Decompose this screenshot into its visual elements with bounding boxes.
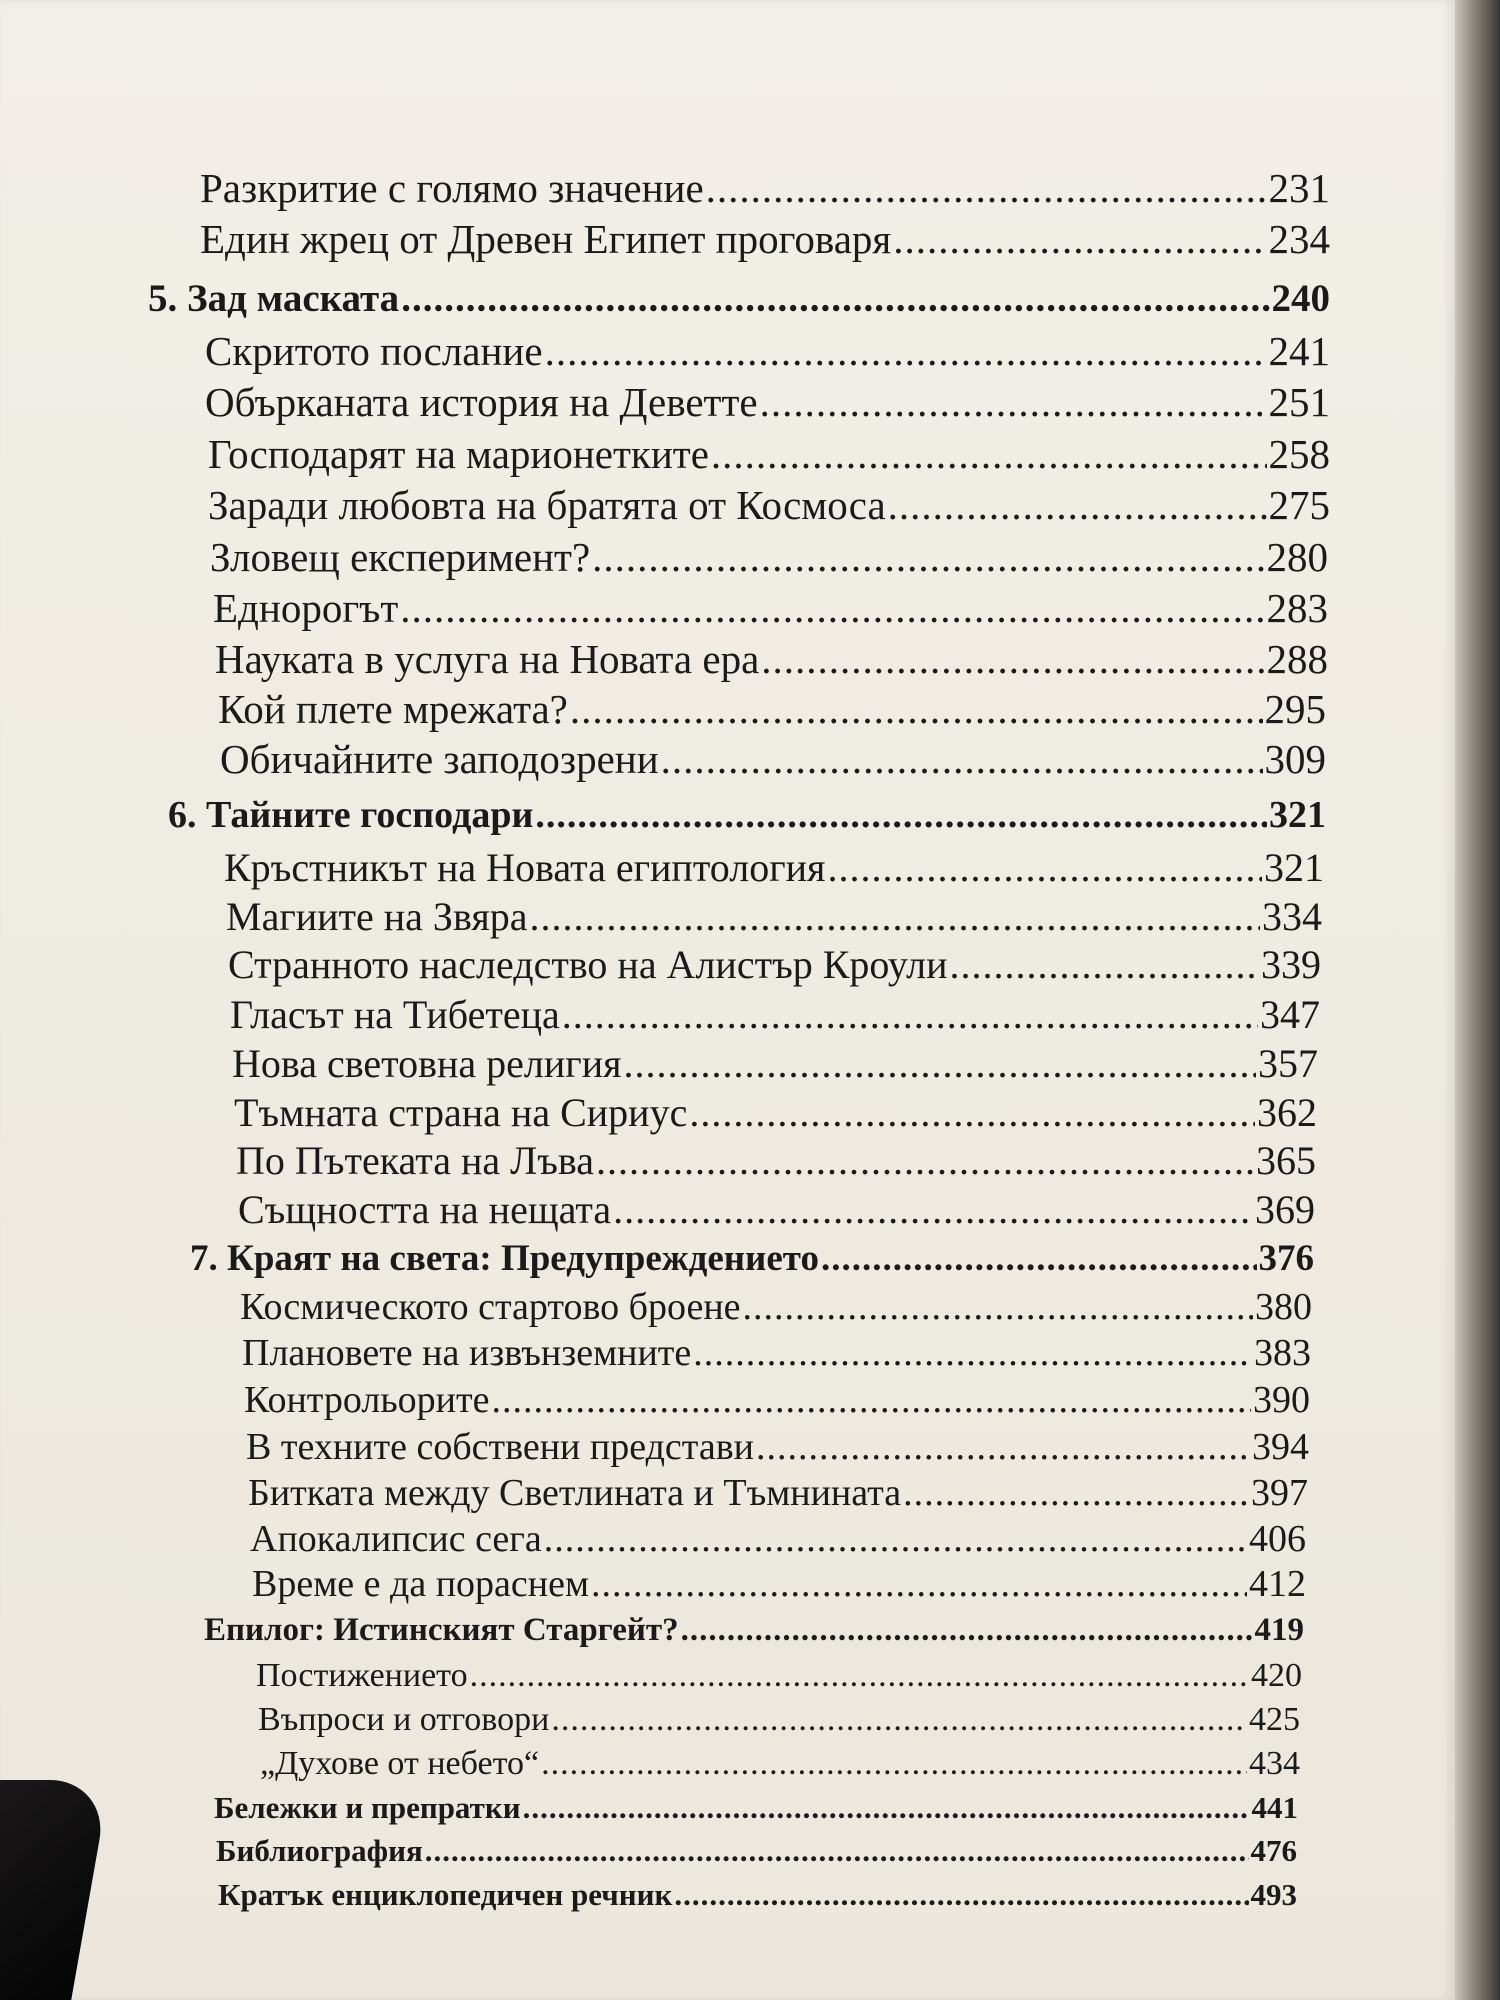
toc-entry-page: 420	[1251, 1657, 1302, 1694]
dot-leader	[827, 844, 1262, 891]
toc-entry-page: 380	[1255, 1286, 1312, 1328]
toc-entry-page: 334	[1262, 894, 1322, 939]
toc-chapter	[204, 1612, 1304, 1649]
toc-entry-page: 383	[1254, 1332, 1311, 1374]
toc-entry-title: Кръстникът на Новата египтология	[224, 845, 826, 890]
toc-entry-page: 376	[1258, 1238, 1314, 1279]
toc-entry-title: Гласът на Тибетеца	[230, 992, 560, 1037]
dot-leader	[400, 584, 1264, 632]
toc-chapter	[218, 1877, 1297, 1913]
toc-entry-page: 231	[1268, 165, 1330, 211]
toc-entry	[218, 685, 1326, 733]
dot-leader	[535, 793, 1267, 837]
toc-entry-title: Контрольорите	[244, 1379, 490, 1421]
toc-entry	[258, 1701, 1300, 1739]
toc-entry	[242, 1331, 1311, 1375]
toc-entry-title: Време е да пораснем	[252, 1563, 590, 1605]
toc-chapter	[168, 793, 1326, 837]
dot-leader	[706, 164, 1267, 212]
toc-entry-page: 365	[1256, 1138, 1316, 1183]
toc-entry-page: 412	[1249, 1563, 1306, 1605]
toc-entry-page: 441	[1251, 1790, 1298, 1825]
dot-leader	[693, 1331, 1252, 1375]
toc-entry-title: Скритото послание	[205, 328, 543, 374]
dot-leader	[591, 1562, 1247, 1606]
page-edge	[1455, 0, 1500, 2000]
toc-entry-page: 283	[1266, 585, 1328, 631]
toc-entry-page: 357	[1258, 1041, 1318, 1086]
toc-entry	[210, 533, 1328, 581]
toc-entry-title: Господарят на марионетките	[208, 431, 709, 477]
toc-entry-page: 258	[1268, 431, 1330, 477]
toc-entry-page: 493	[1250, 1877, 1297, 1912]
toc-entry	[244, 1378, 1310, 1422]
dot-leader	[893, 215, 1266, 263]
toc-entry-page: 288	[1266, 636, 1328, 682]
toc-entry-title: Тъмната страна на Сириус	[234, 1090, 688, 1135]
toc-entry-page: 419	[1254, 1612, 1304, 1648]
toc-entry-title: Обърканата история на Деветте	[205, 379, 758, 425]
dot-leader	[551, 1701, 1247, 1739]
toc-entry	[226, 893, 1322, 940]
toc-entry-title: Същността на нещата	[238, 1187, 612, 1232]
toc-entry-title: По Пътеката на Лъва	[236, 1138, 595, 1183]
dot-leader	[756, 1425, 1250, 1469]
toc-entry	[230, 991, 1320, 1038]
toc-entry-page: 280	[1266, 534, 1328, 580]
toc-entry	[236, 1137, 1316, 1184]
toc-entry	[250, 1517, 1306, 1561]
dot-leader	[888, 481, 1267, 529]
toc-entry	[200, 215, 1330, 263]
dot-leader	[661, 735, 1263, 783]
toc-chapter	[148, 276, 1330, 321]
toc-entry-title: „Духове от небето“	[260, 1745, 540, 1782]
toc-entry	[220, 735, 1326, 783]
toc-entry-page: 251	[1268, 379, 1330, 425]
toc-entry-title: Зловещ експеримент?	[210, 534, 591, 580]
toc-entry-title: Космическото стартово броене	[240, 1286, 741, 1328]
toc-entry	[213, 584, 1328, 632]
dot-leader	[470, 1657, 1249, 1695]
toc-entry-title: Кой плете мрежата?	[218, 686, 568, 732]
toc-entry	[205, 378, 1330, 426]
dot-leader	[903, 1471, 1249, 1515]
dot-leader	[689, 1089, 1255, 1136]
toc-entry-title: Нова световна религия	[232, 1041, 622, 1086]
dot-leader	[491, 1378, 1251, 1422]
toc-entry-title: Науката в услуга на Новата ера	[215, 636, 760, 682]
dot-leader	[545, 327, 1267, 375]
dot-leader	[562, 991, 1258, 1038]
toc-entry	[234, 1089, 1317, 1136]
dot-leader	[592, 533, 1264, 581]
toc-entry-title: Странното наследство на Алистър Кроули	[228, 942, 948, 987]
toc-entry-page: 425	[1249, 1701, 1300, 1738]
dot-leader	[529, 893, 1260, 940]
toc-entry-page: 369	[1255, 1187, 1315, 1232]
toc-entry-title: Еднорогът	[213, 585, 399, 631]
toc-entry-title: Плановете на извънземните	[242, 1332, 692, 1374]
toc-entry-page: 234	[1268, 216, 1330, 262]
toc-chapter	[190, 1237, 1314, 1280]
toc-chapter-title: Епилог: Истинският Старгейт?	[204, 1612, 679, 1648]
toc-entry	[252, 1562, 1306, 1606]
dot-leader	[681, 1612, 1253, 1649]
dot-leader	[624, 1040, 1257, 1087]
toc-entry	[208, 430, 1330, 478]
toc-entry-title: Обичайните заподозрени	[220, 736, 659, 782]
toc-chapter-title: Библиография	[216, 1833, 423, 1868]
toc-entry-page: 476	[1250, 1833, 1297, 1868]
toc-entry-page: 339	[1261, 942, 1321, 987]
toc-entry-title: Постижението	[256, 1657, 468, 1694]
dot-leader	[613, 1186, 1253, 1233]
dot-leader	[743, 1285, 1253, 1329]
dot-leader	[401, 276, 1269, 321]
toc-entry-page: 321	[1264, 845, 1324, 890]
toc-entry	[246, 1425, 1309, 1469]
toc-entry	[260, 1745, 1300, 1783]
toc-entry-page: 275	[1268, 482, 1330, 528]
dot-leader	[596, 1137, 1254, 1184]
toc-entry-page: 406	[1249, 1518, 1306, 1560]
dot-leader	[541, 1745, 1247, 1783]
toc-entry-title: Магиите на Звяра	[226, 894, 528, 939]
toc-chapter-title: 6. Тайните господари	[168, 794, 534, 836]
toc-entry	[256, 1657, 1302, 1695]
dot-leader	[523, 1790, 1250, 1826]
toc-entry-page: 241	[1268, 328, 1330, 374]
dot-leader	[821, 1237, 1257, 1280]
dot-leader	[570, 685, 1263, 733]
toc-entry-title: Въпроси и отговори	[258, 1701, 550, 1738]
toc-entry	[238, 1186, 1315, 1233]
toc-entry	[240, 1285, 1312, 1329]
toc-entry-page: 347	[1260, 992, 1320, 1037]
toc-entry-page: 295	[1264, 686, 1326, 732]
toc-entry	[205, 327, 1330, 375]
toc-chapter-title: Кратък енциклопедичен речник	[218, 1877, 673, 1912]
toc-entry-page: 321	[1269, 794, 1326, 836]
toc-entry-title: Заради любовта на братята от Космоса	[208, 482, 886, 528]
dot-leader	[674, 1877, 1248, 1913]
toc-entry	[200, 164, 1330, 212]
toc-entry-title: В техните собствени представи	[246, 1426, 755, 1468]
toc-chapter	[216, 1833, 1297, 1869]
dot-leader	[950, 941, 1259, 988]
toc-entry-page: 362	[1257, 1090, 1317, 1135]
toc-chapter	[214, 1790, 1298, 1826]
toc-entry-title: Един жрец от Древен Египет проговаря	[200, 216, 892, 262]
toc-entry	[215, 635, 1328, 683]
toc-entry-page: 309	[1264, 736, 1326, 782]
toc-entry	[228, 941, 1321, 988]
toc-entry	[224, 844, 1324, 891]
toc-entry-title: Апокалипсис сега	[250, 1518, 542, 1560]
dot-leader	[544, 1517, 1247, 1561]
toc-entry-title: Битката между Светлината и Тъмнината	[248, 1472, 902, 1514]
toc-chapter-title: 5. Зад маската	[148, 277, 400, 320]
toc-entry-page: 240	[1271, 277, 1330, 320]
toc-entry-page: 434	[1249, 1745, 1300, 1782]
toc-entry-page: 390	[1253, 1379, 1310, 1421]
toc-entry	[232, 1040, 1318, 1087]
toc-entry-title: Разкритие с голямо значение	[200, 165, 704, 211]
toc-entry	[208, 481, 1330, 529]
dot-leader	[425, 1833, 1249, 1869]
dot-leader	[761, 635, 1264, 683]
toc-entry-page: 397	[1251, 1472, 1308, 1514]
toc-chapter-title: Бележки и препратки	[214, 1790, 521, 1825]
toc-entry	[248, 1471, 1308, 1515]
dot-leader	[760, 378, 1267, 426]
dot-leader	[711, 430, 1267, 478]
toc-chapter-title: 7. Краят на света: Предупреждението	[190, 1238, 819, 1279]
toc-entry-page: 394	[1252, 1426, 1309, 1468]
